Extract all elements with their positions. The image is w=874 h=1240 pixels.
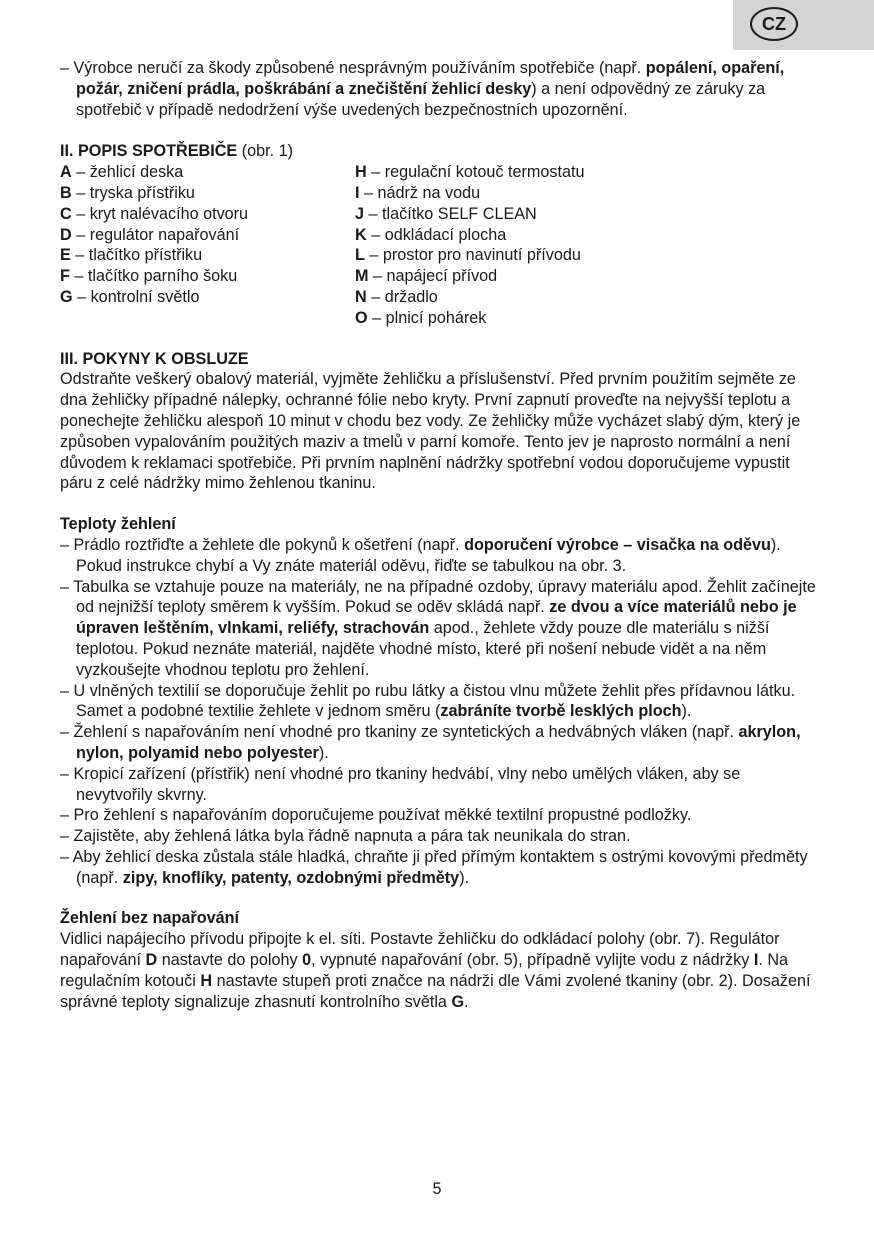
temperature-item: – Pro žehlení s napařováním doporučujeme používat měkké textilní propustné podložky. <box>60 806 692 825</box>
part-item: E – tlačítko přístřiku <box>60 246 203 265</box>
part-item: N – držadlo <box>355 287 438 306</box>
part-item: L – prostor pro navinutí přívodu <box>355 246 581 265</box>
temperature-item: – U vlněných textilií se doporučuje žehlit po rubu látky a čistou vlnu můžete žehlit přes přídavnou látku. Samet a podobné textilie žehlete v jednom směru (zabráníte tvorbě lesklých ploch). <box>60 681 796 721</box>
section-3-heading: III. POKYNY K OBSLUZE <box>60 349 249 368</box>
section-operating-instructions <box>60 349 820 495</box>
temperature-item: – Tabulka se vztahuje pouze na materiály, ne na případné ozdoby, úpravy materiálu apod. Žehlit začínejte od nejnižší teploty směrem k vyšším. Pokud se oděv skládá např. ze dvou a více materiálů nebo je úpraven leštěním, vlnkami, reliéfy, strachován apod., žehlete vždy pouze dle materiálu s nižší teplotou. Pokud neznáte materiál, najděte vhodné místo, které při nošení nebude vidět a na něm vyzkoušejte vhodnou teplotu pro žehlení. <box>60 577 816 679</box>
part-item: C – kryt nalévacího otvoru <box>60 204 249 223</box>
parts-list-right <box>355 162 755 328</box>
section-2-heading: II. POPIS SPOTŘEBIČE (obr. 1) <box>60 142 293 161</box>
no-steam-paragraph: Vidlici napájecího přívodu připojte k el. síti. Postavte žehličku do odkládací polohy (obr. 7). Regulátor napařování D nastavte do polohy 0, vypnuté napařování (obr. 5), případně vylijte vodu z nádržky I. Na regulačním kotouči H nastavte stupeň proti značce na nádrži dle Vámi zvolené tkaniny (obr. 2). Dosažení správné teploty signalizuje zhasnutí kontrolního světla G. <box>60 930 811 1011</box>
temperatures-heading: Teploty žehlení <box>60 515 176 534</box>
part-item: B – tryska přístřiku <box>60 183 195 202</box>
section-3-paragraph: Odstraňte veškerý obalový materiál, vyjměte žehličku a příslušenství. Před prvním použitím sejměte ze dna žehličky případné nálepky, ochranné fólie nebo kryty. První zapnutí proveďte na nejvyšší teplotu a ponechejte žehličku alespoň 10 minut v chodu bez vody. Ze žehličky může vycházet slabý dým, který je způsoben vypalováním použitých maziv a tmelů v parní komoře. Tento jev je naprosto normální a není důvodem k reklamaci spotřebiče. Při prvním naplnění nádržky spotřební vodou doporučujeme vypustit páru z celé nádržky mimo žehlenou tkaninu. <box>60 370 801 493</box>
part-item: F – tlačítko parního šoku <box>60 267 238 286</box>
temperature-item: – Zajistěte, aby žehlená látka byla řádně napnuta a pára tak neunikala do stran. <box>60 827 631 846</box>
part-item: G – kontrolní světlo <box>60 287 200 306</box>
no-steam-heading: Žehlení bez napařování <box>60 909 240 928</box>
temperature-item: – Aby žehlicí deska zůstala stále hladká, chraňte ji před přímým kontaktem s ostrými kovovými předměty (např. zipy, knoflíky, patenty, ozdobnými předměty). <box>60 847 808 887</box>
language-tab <box>733 0 874 50</box>
section-appliance-description <box>60 141 820 328</box>
part-item: M – napájecí přívod <box>355 267 498 286</box>
part-item: A – žehlicí deska <box>60 163 184 182</box>
parts-list-left <box>60 162 355 328</box>
language-badge: CZ <box>750 7 798 41</box>
document-body <box>60 58 820 1012</box>
page-number: 5 <box>432 1180 442 1198</box>
parts-list <box>60 162 820 328</box>
part-item: I – nádrž na vodu <box>355 183 481 202</box>
temperature-item: – Prádlo roztřiďte a žehlete dle pokynů k ošetření (např. doporučení výrobce – visačka na oděvu). Pokud instrukce chybí a Vy znáte materiál oděvu, řiďte se tabulkou na obr. 3. <box>60 535 781 575</box>
section-ironing-without-steam <box>60 908 820 1012</box>
part-item: O – plnicí pohárek <box>355 308 487 327</box>
part-item: H – regulační kotouč termostatu <box>355 163 585 182</box>
part-item: D – regulátor napařování <box>60 225 240 244</box>
temperature-item: – Kropicí zařízení (přístřik) není vhodné pro tkaniny hedvábí, vlny nebo umělých vláken, aby se nevytvořily skvrny. <box>60 764 741 804</box>
part-item: J – tlačítko SELF CLEAN <box>355 204 537 223</box>
temperature-item: – Žehlení s napařováním není vhodné pro tkaniny ze syntetických a hedvábných vláken (např. akrylon, nylon, polyamid nebo polyester). <box>60 723 801 762</box>
part-item: K – odkládací plocha <box>355 225 507 244</box>
section-ironing-temperatures <box>60 514 820 888</box>
liability-notice: – Výrobce neručí za škody způsobené nesprávným používáním spotřebiče (např. popálení, opaření, požár, zničení prádla, poškrábání a znečištění žehlicí desky) a není odpovědný ze záruky za spotřebič v případě nedodržení výše uvedených bezpečnostních upozornění. <box>60 59 785 119</box>
